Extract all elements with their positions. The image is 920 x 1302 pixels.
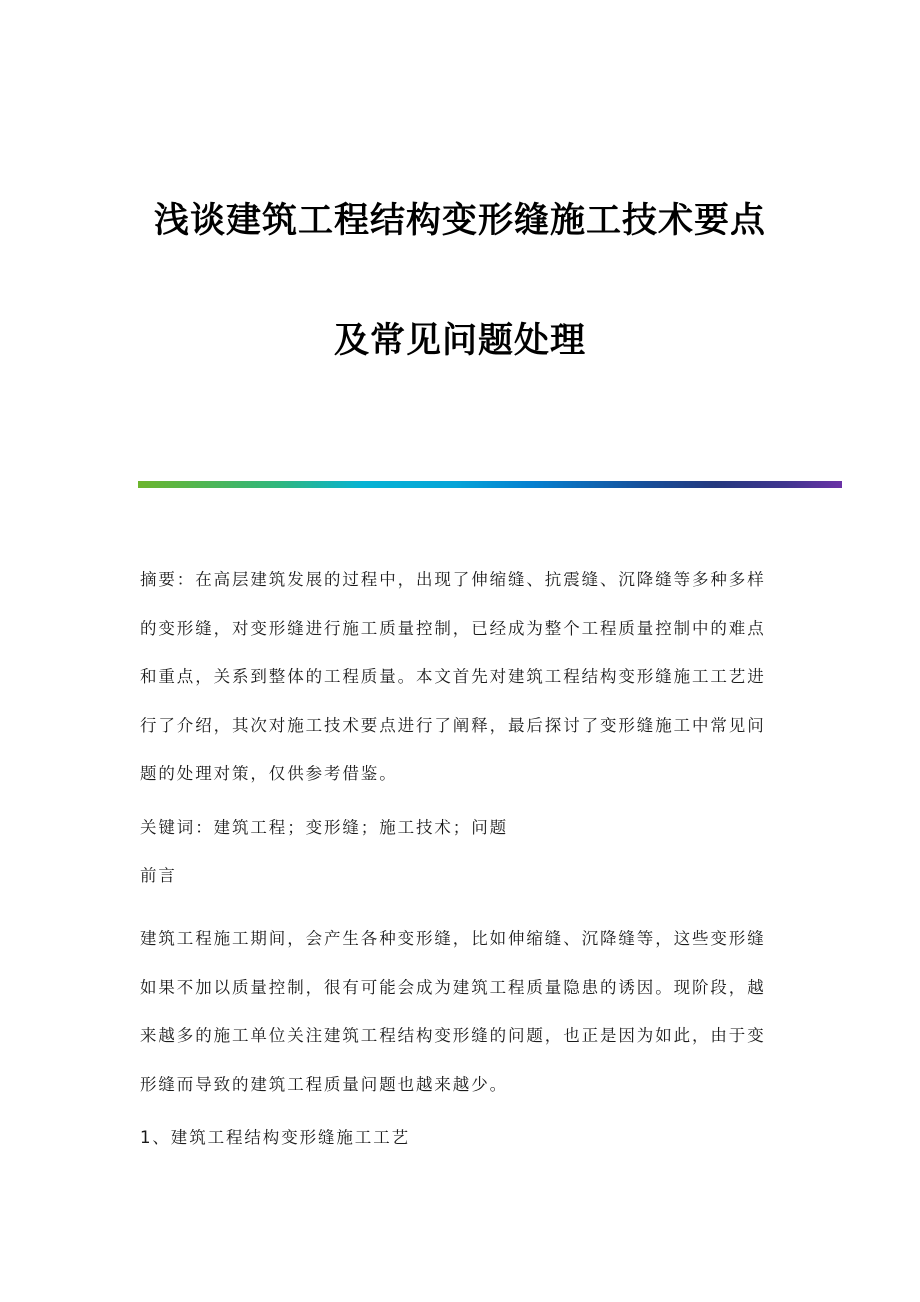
intro-line: 来越多的施工单位关注建筑工程结构变形缝的问题，也正是因为如此，由于变 xyxy=(140,1026,766,1045)
abstract-line: 题的处理对策，仅供参考借鉴。 xyxy=(140,764,398,783)
intro-line: 建筑工程施工期间，会产生各种变形缝，比如伸缩缝、沉降缝等，这些变形缝 xyxy=(140,929,766,948)
gradient-divider xyxy=(138,481,842,488)
abstract-paragraph xyxy=(140,556,780,799)
keywords-line: 关键词：建筑工程；变形缝；施工技术；问题 xyxy=(140,818,508,837)
intro-line: 形缝而导致的建筑工程质量问题也越来越少。 xyxy=(140,1074,508,1094)
abstract-line: 的变形缝，对变形缝进行施工质量控制，已经成为整个工程质量控制中的难点 xyxy=(140,618,766,638)
abstract-line: 摘要：在高层建筑发展的过程中，出现了伸缩缝、抗震缝、沉降缝等多种多样 xyxy=(140,570,766,589)
document-title-line-2: 及常见问题处理 xyxy=(333,320,586,361)
section-heading-1: 1、建筑工程结构变形缝施工工艺 xyxy=(140,1128,410,1147)
abstract-line: 行了介绍，其次对施工技术要点进行了阐释，最后探讨了变形缝施工中常见问 xyxy=(140,715,766,735)
document-title-line-1: 浅谈建筑工程结构变形缝施工技术要点 xyxy=(153,200,766,241)
intro-paragraph xyxy=(140,915,780,1109)
preface-heading: 前言 xyxy=(140,866,177,885)
intro-line: 如果不加以质量控制，很有可能会成为建筑工程质量隐患的诱因。现阶段，越 xyxy=(140,977,766,997)
abstract-line: 和重点，关系到整体的工程质量。本文首先对建筑工程结构变形缝施工工艺进 xyxy=(140,667,766,686)
